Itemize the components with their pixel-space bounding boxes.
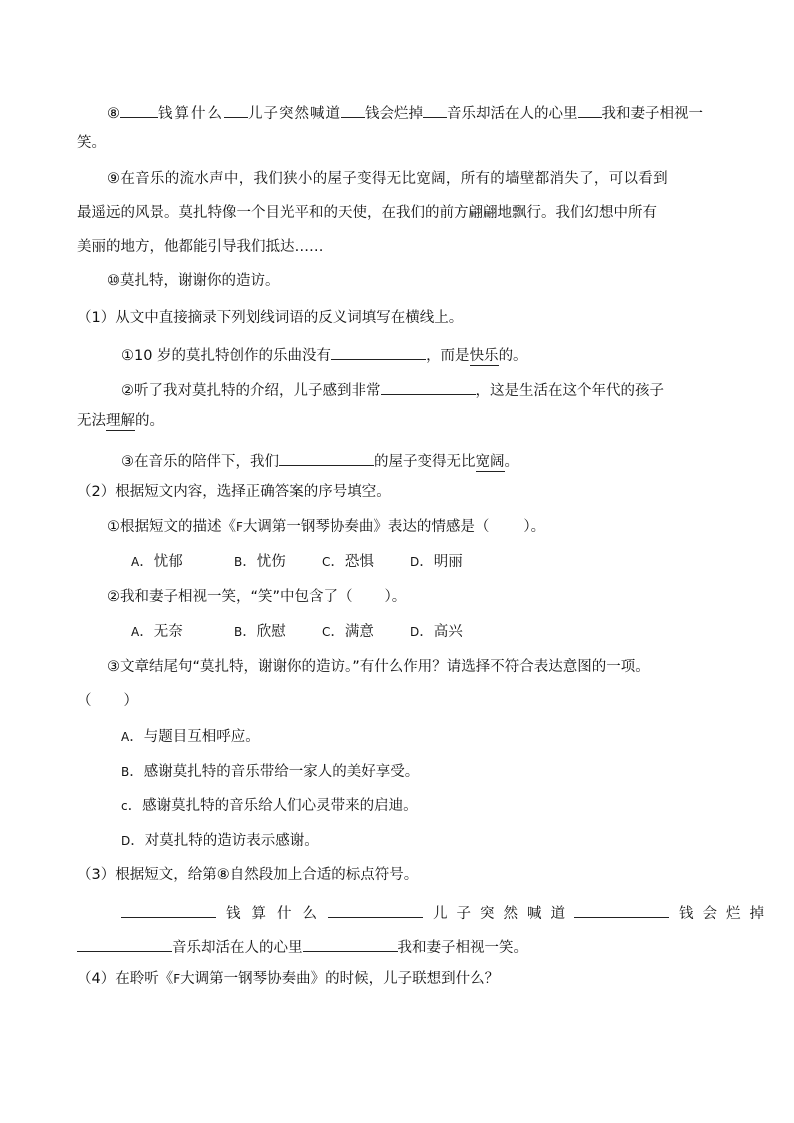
q1-item2-text: ②听了我对莫扎特的介绍，儿子感到非常 (121, 383, 381, 399)
q2-sub1-option-b[interactable]: B．忧伤 (234, 554, 286, 570)
q2-sub3-option-c[interactable]: c．感谢莫扎特的音乐给人们心灵带来的启迪。 (121, 798, 418, 814)
para8-blank-4[interactable] (423, 103, 447, 118)
q2-sub2-option-b[interactable]: B．欣慰 (234, 624, 286, 640)
q3-blank-5[interactable] (303, 937, 398, 952)
q1-item2-cont (77, 414, 164, 429)
q3-blank-1[interactable] (121, 903, 216, 918)
para8-seg5: 我和妻子相视一 (601, 106, 703, 122)
q2-sub3-option-b[interactable]: B．感谢莫扎特的音乐带给一家人的美好享受。 (121, 764, 420, 780)
q2-sub3-paren-close: ） (123, 693, 138, 709)
q1-item3-end: 。 (504, 454, 519, 470)
q1-item2 (121, 380, 664, 399)
para8-blank-2[interactable] (224, 103, 248, 118)
q3-line2 (77, 937, 528, 956)
para8-blank-1[interactable] (120, 103, 158, 118)
para8-line2: 笑。 (77, 135, 106, 151)
q1-item3-blank[interactable] (279, 451, 374, 466)
para8-seg4: 音乐却活在人的心里 (447, 106, 578, 122)
q4-key-letter: F (173, 972, 181, 986)
q2-sub1-key-letter: F (236, 520, 243, 534)
para9-line2: 最遥远的风景。莫扎特像一个目光平和的天使，在我们的前方翩翩地飘行。我们幻想中所有 (77, 205, 657, 221)
q1-item3-text: ③在音乐的陪伴下，我们 (121, 454, 279, 470)
q3-blank-4[interactable] (77, 937, 172, 952)
para10-text: 莫扎特，谢谢你的造访。 (120, 273, 280, 289)
q1-item2-cont-text: 无法 (77, 413, 106, 429)
q2-sub3-paren (77, 694, 138, 709)
q1-item2-mid: ，这是生活在这个年代的孩子 (475, 383, 664, 399)
q2-sub1-option-a[interactable]: A．忧郁 (131, 554, 183, 570)
q3-line1 (121, 903, 773, 922)
q1-item2-blank[interactable] (381, 380, 476, 395)
q2-sub2-options (131, 625, 463, 640)
q1-item2-underlined-word: 理解 (106, 413, 135, 429)
para8-seg2: 儿子突然喊道 (248, 106, 341, 122)
q1-item1-text: ①10 岁的莫扎特创作的乐曲没有 (121, 348, 332, 364)
q2-label: （2）根据短文内容，选择正确答案的序号填空。 (77, 484, 391, 500)
para8-seg1: 钱算什么 (158, 106, 224, 122)
q1-item1-end: 的。 (498, 348, 528, 364)
q2-sub2-option-c[interactable]: C．满意 (322, 624, 374, 640)
q2-sub3-option-a[interactable]: A．与题目互相呼应。 (121, 729, 260, 745)
para9-text-1: 在音乐的流水声中，我们狭小的屋子变得无比宽阔，所有的墙壁都消失了，可以看到 (120, 171, 668, 187)
q2-sub2-text: ②我和妻子相视一笑，“笑”中包含了（ (107, 589, 353, 605)
q4-label (77, 972, 499, 987)
q1-item1-blank[interactable] (331, 345, 426, 360)
q3-seg3: 钱会烂掉 (679, 906, 773, 922)
q2-sub1-end: ）。 (523, 519, 546, 535)
q1-item1 (121, 345, 528, 364)
q1-item3-mid: 的屋子变得无比 (374, 454, 476, 470)
q2-sub1-text2: 大调第一钢琴协奏曲》表达的情感是（ (242, 519, 490, 535)
q1-label: （1）从文中直接摘录下列划线词语的反义词填写在横线上。 (77, 310, 464, 326)
q3-seg2: 儿子突然喊道 (433, 906, 574, 922)
para8-blank-3[interactable] (341, 103, 365, 118)
q1-item3 (121, 451, 519, 470)
para8-number: ⑧ (107, 106, 120, 122)
q3-label (77, 868, 418, 883)
q2-sub1-option-d[interactable]: D．明丽 (410, 554, 463, 570)
q1-item1-underlined-word: 快乐 (469, 348, 499, 364)
q2-sub1 (107, 520, 545, 535)
q1-item1-mid: ，而是 (426, 348, 470, 364)
q3-label-number: ⑧ (216, 867, 230, 883)
q3-seg4: 音乐却活在人的心里 (172, 940, 303, 956)
para9-number: ⑨ (107, 171, 121, 187)
q1-item3-underlined-word: 宽阔 (475, 454, 505, 470)
q2-sub2-option-a[interactable]: A．无奈 (131, 624, 183, 640)
q3-blank-2[interactable] (328, 903, 423, 918)
q2-sub2 (107, 590, 406, 605)
para9-line3: 美丽的地方，他都能引导我们抵达…… (77, 239, 324, 255)
q2-sub1-options (131, 555, 463, 570)
para10-line (107, 274, 280, 289)
q3-seg1: 钱算什么 (226, 906, 328, 922)
q2-sub1-text: 根据短文的描述《 (120, 519, 236, 535)
q2-sub3-paren-open: （ (77, 693, 92, 709)
para8-blank-5[interactable] (578, 103, 602, 118)
q3-label-a: （3）根据短文，给第 (77, 867, 217, 883)
para9-line1 (107, 172, 668, 187)
q2-sub3: ③文章结尾句“莫扎特，谢谢你的造访。”有什么作用？请选择不符合表达意图的一项。 (107, 659, 650, 675)
q2-sub1-number: ① (107, 519, 120, 535)
q2-sub1-option-c[interactable]: C．恐惧 (322, 554, 374, 570)
para8-seg3: 钱会烂掉 (365, 106, 423, 122)
q2-sub2-option-d[interactable]: D．高兴 (410, 624, 463, 640)
q3-seg5: 我和妻子相视一笑。 (397, 940, 528, 956)
q4-label-b: 大调第一钢琴协奏曲》的时候，儿子联想到什么？ (180, 971, 500, 987)
q2-sub2-end: ）。 (384, 589, 407, 605)
q3-label-b: 自然段加上合适的标点符号。 (229, 867, 419, 883)
q3-blank-3[interactable] (574, 903, 669, 918)
q4-label-a: （4）在聆听《 (77, 971, 174, 987)
para10-number: ⑩ (107, 273, 120, 289)
q2-sub3-option-d[interactable]: D．对莫扎特的造访表示感谢。 (121, 833, 319, 849)
q1-item2-end: 的。 (135, 413, 164, 429)
para8-line1 (107, 103, 703, 122)
